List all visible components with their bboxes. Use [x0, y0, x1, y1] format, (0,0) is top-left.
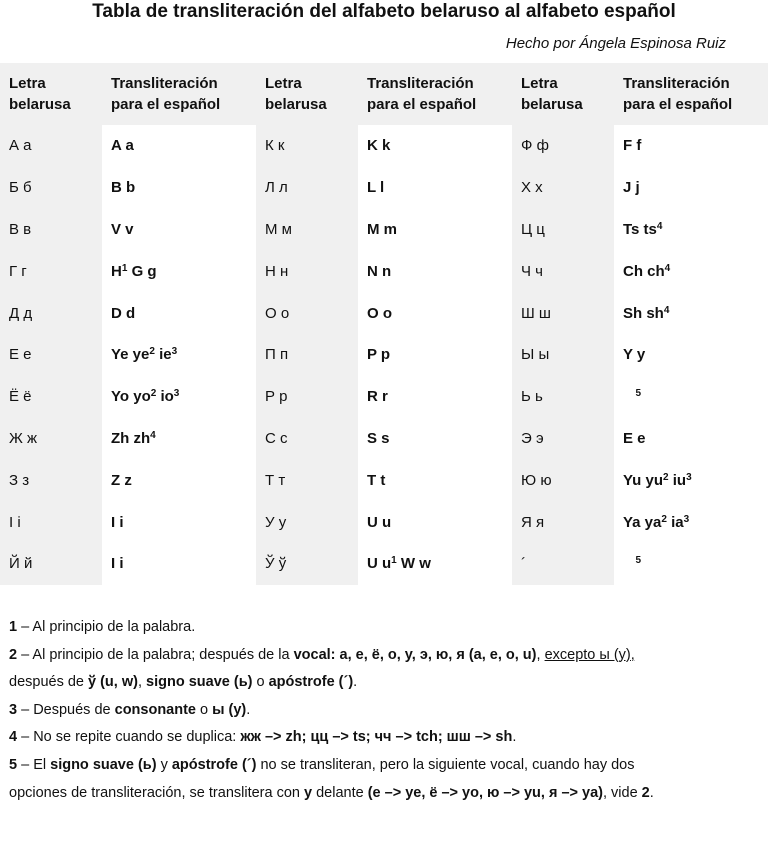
- footnote-line: [9, 752, 749, 780]
- table-row: [0, 209, 768, 251]
- transliteration-text: Sh sh: [623, 304, 664, 322]
- footnote-text: .: [512, 729, 517, 746]
- belarusian-letter: П п: [265, 346, 289, 364]
- belarusian-letter-cell: [512, 250, 614, 292]
- table-row: [0, 459, 768, 501]
- transliteration-cell: [614, 543, 768, 585]
- transliteration-cell: [358, 209, 512, 251]
- belarusian-letter-cell: [0, 250, 102, 292]
- footnote-line: [9, 724, 749, 752]
- belarusian-letter: Ь ь: [521, 388, 543, 406]
- header-label-line: Letra: [521, 75, 558, 92]
- belarusian-letter: Е е: [9, 346, 32, 364]
- author-credit: Hecho por Ángela Espinosa Ruiz: [505, 35, 726, 52]
- transliteration-cell: [102, 376, 256, 418]
- transliteration-cell: [358, 334, 512, 376]
- header-label-line: Transliteración: [111, 75, 218, 92]
- belarusian-letter-cell: [512, 543, 614, 585]
- footnote-reference: 3: [173, 388, 180, 400]
- belarusian-letter-cell: [512, 501, 614, 543]
- footnote-reference: 5: [635, 555, 642, 567]
- footnote-text: – El: [17, 756, 51, 773]
- footnotes: [9, 614, 749, 807]
- transliteration-cell: [358, 418, 512, 460]
- belarusian-letter-cell: [256, 543, 358, 585]
- header-label-line: para el español: [623, 96, 733, 113]
- transliteration-text: M m: [367, 220, 397, 238]
- belarusian-letter-cell: [256, 292, 358, 334]
- footnote-bold-text: 2: [9, 646, 18, 663]
- belarusian-letter: Х х: [521, 179, 543, 197]
- footnote-text: delante: [312, 784, 368, 801]
- belarusian-letter: Ў ў: [265, 555, 287, 573]
- header-transliteration-col-4: [358, 63, 512, 125]
- belarusian-letter: Й й: [9, 555, 33, 573]
- belarusian-letter: З з: [9, 471, 30, 489]
- belarusian-letter: Ё ё: [9, 388, 32, 406]
- table-header: [0, 63, 768, 125]
- footnote-line: [9, 614, 749, 642]
- belarusian-letter: У у: [265, 513, 287, 531]
- transliteration-cell: [358, 501, 512, 543]
- transliteration-cell: [614, 501, 768, 543]
- transliteration-cell: [358, 292, 512, 334]
- footnote-bold-text: жж –> zh; цц –> ts; чч –> tch; шш –> sh: [240, 729, 513, 746]
- footnote-reference: 3: [171, 346, 178, 358]
- belarusian-letter: Ы ы: [521, 346, 550, 364]
- transliteration-text: O o: [367, 304, 392, 322]
- transliteration-text: iu: [668, 471, 687, 489]
- belarusian-letter: Ф ф: [521, 137, 549, 155]
- footnote-line: [9, 669, 749, 697]
- transliteration-text: R r: [367, 388, 388, 406]
- transliteration-cell: [614, 125, 768, 167]
- footnote-underlined-text: excepto ы (y),: [544, 646, 635, 663]
- belarusian-letter: Ю ю: [521, 471, 552, 489]
- table-row: [0, 125, 768, 167]
- footnote-reference: 4: [663, 304, 670, 316]
- transliteration-cell: [614, 459, 768, 501]
- header-label-line: Transliteración: [367, 75, 474, 92]
- belarusian-letter-cell: [0, 418, 102, 460]
- header-label-line: belarusa: [265, 96, 327, 113]
- footnote-text: – Después de: [17, 701, 115, 718]
- belarusian-letter: Ж ж: [9, 429, 38, 447]
- belarusian-letter-cell: [0, 459, 102, 501]
- transliteration-text: U u: [367, 513, 392, 531]
- footnote-reference: 2: [150, 388, 157, 400]
- belarusian-letter: А а: [9, 137, 32, 155]
- belarusian-letter-cell: [0, 376, 102, 418]
- header-label-line: Letra: [9, 75, 46, 92]
- footnote-text: o: [196, 701, 213, 718]
- footnote-reference: 1: [391, 555, 397, 567]
- footnote-bold-text: signo suave (ь): [50, 756, 157, 773]
- belarusian-letter-cell: [512, 167, 614, 209]
- table-row: [0, 167, 768, 209]
- header-label-line: Letra: [265, 75, 302, 92]
- belarusian-letter: О о: [265, 304, 290, 322]
- footnote-line: [9, 780, 749, 808]
- belarusian-letter-cell: [0, 543, 102, 585]
- belarusian-letter: Т т: [265, 471, 286, 489]
- transliteration-text: Yu yu: [623, 471, 664, 489]
- belarusian-letter-cell: [512, 125, 614, 167]
- table-row: [0, 543, 768, 585]
- transliteration-text: io: [156, 388, 174, 406]
- transliteration-cell: [102, 334, 256, 376]
- table-row: [0, 334, 768, 376]
- transliteration-cell: [614, 292, 768, 334]
- belarusian-letter-cell: [512, 292, 614, 334]
- footnote-line: [9, 642, 749, 670]
- belarusian-letter: Г г: [9, 262, 27, 280]
- belarusian-letter: К к: [265, 137, 285, 155]
- transliteration-text: L l: [367, 179, 385, 197]
- transliteration-cell: [614, 250, 768, 292]
- transliteration-text: Ts ts: [623, 220, 657, 238]
- transliteration-cell: [614, 418, 768, 460]
- footnote-reference: 2: [663, 471, 669, 483]
- footnote-text: no se transliteran, pero la siguiente vocal, cuando hay dos: [256, 756, 635, 773]
- footnote-bold-text: consonante: [114, 701, 196, 718]
- transliteration-text: ia: [666, 513, 684, 531]
- header-transliteration-col-6: [614, 63, 768, 125]
- footnote-bold-text: 2: [641, 784, 650, 801]
- transliteration-cell: [358, 250, 512, 292]
- footnote-text: ,: [137, 674, 147, 691]
- transliteration-text: [623, 388, 636, 405]
- transliteration-text: Ye ye: [111, 346, 150, 364]
- table-row: [0, 418, 768, 460]
- footnote-reference: 4: [150, 429, 156, 441]
- transliteration-text: J j: [623, 179, 640, 197]
- footnote-bold-text: 3: [9, 701, 18, 718]
- belarusian-letter-cell: [0, 167, 102, 209]
- footnote-4: [9, 724, 749, 752]
- belarusian-letter-cell: [256, 209, 358, 251]
- transliteration-cell: [102, 125, 256, 167]
- footnote-bold-text: y: [304, 784, 313, 801]
- belarusian-letter-cell: [256, 250, 358, 292]
- footnote-reference: 3: [683, 513, 690, 525]
- transliteration-cell: [358, 543, 512, 585]
- footnote-text: .: [649, 784, 654, 801]
- transliteration-cell: [102, 543, 256, 585]
- footnote-text: y: [156, 756, 172, 773]
- footnote-bold-text: apóstrofe (´): [171, 756, 257, 773]
- transliteration-text: Zh zh: [111, 429, 151, 447]
- footnote-text: después de: [9, 674, 89, 691]
- header-belarusian-letter-col-5: [512, 63, 614, 125]
- header-row: [0, 63, 768, 125]
- footnote-text: , vide: [602, 784, 642, 801]
- belarusian-letter-cell: [256, 334, 358, 376]
- table-body: [0, 125, 768, 585]
- header-transliteration-col-2: [102, 63, 256, 125]
- table-row: [0, 250, 768, 292]
- footnote-bold-text: 4: [9, 729, 18, 746]
- belarusian-letter: М м: [265, 220, 292, 238]
- transliteration-cell: [102, 167, 256, 209]
- belarusian-letter: С с: [265, 429, 288, 447]
- belarusian-letter: Д д: [9, 304, 33, 322]
- header-label-line: belarusa: [9, 96, 71, 113]
- footnote-reference: 2: [661, 513, 667, 525]
- transliteration-table: [0, 63, 768, 585]
- header-label-line: para el español: [111, 96, 221, 113]
- transliteration-text: I i: [111, 513, 124, 531]
- transliteration-cell: [614, 334, 768, 376]
- belarusian-letter: І і: [9, 513, 21, 531]
- belarusian-letter-cell: [512, 334, 614, 376]
- footnote-reference: 1: [121, 262, 128, 274]
- transliteration-text: D d: [111, 304, 136, 322]
- footnote-text: .: [246, 701, 251, 718]
- footnote-reference: 2: [149, 346, 155, 358]
- transliteration-text: T t: [367, 471, 386, 489]
- transliteration-text: ie: [154, 346, 172, 364]
- footnote-bold-text: apóstrofe (´): [268, 674, 354, 691]
- belarusian-letter-cell: [256, 167, 358, 209]
- belarusian-letter-cell: [0, 125, 102, 167]
- transliteration-text: E e: [623, 429, 646, 447]
- transliteration-text: K k: [367, 137, 391, 155]
- header-belarusian-letter-col-3: [256, 63, 358, 125]
- transliteration-cell: [102, 459, 256, 501]
- belarusian-letter-cell: [512, 376, 614, 418]
- header-label-line: Transliteración: [623, 75, 730, 92]
- belarusian-letter-cell: [512, 459, 614, 501]
- transliteration-cell: [102, 501, 256, 543]
- belarusian-letter-cell: [0, 209, 102, 251]
- belarusian-letter-cell: [512, 209, 614, 251]
- transliteration-cell: [358, 167, 512, 209]
- footnote-text: – Al principio de la palabra; después de la: [17, 646, 294, 663]
- belarusian-letter-cell: [256, 376, 358, 418]
- belarusian-letter: Я я: [521, 513, 545, 531]
- belarusian-letter-cell: [0, 501, 102, 543]
- footnote-line: [9, 697, 749, 725]
- transliteration-text: G g: [127, 262, 157, 280]
- transliteration-text: P p: [367, 346, 391, 364]
- transliteration-text: F f: [623, 137, 642, 155]
- belarusian-letter: В в: [9, 220, 32, 238]
- footnote-text: .: [353, 674, 358, 691]
- footnote-text: ,: [536, 646, 545, 663]
- belarusian-letter: Л л: [265, 179, 288, 197]
- belarusian-letter: Ц ц: [521, 220, 545, 238]
- transliteration-text: I i: [111, 555, 124, 573]
- footnote-text: opciones de transliteración, se translitera con: [9, 784, 304, 801]
- transliteration-cell: [614, 167, 768, 209]
- belarusian-letter-cell: [256, 501, 358, 543]
- belarusian-letter: Н н: [265, 262, 289, 280]
- transliteration-text: Ch ch: [623, 262, 665, 280]
- footnote-bold-text: signo suave (ь): [146, 674, 253, 691]
- transliteration-text: S s: [367, 429, 390, 447]
- footnote-bold-text: ы (y): [212, 701, 247, 718]
- transliteration-cell: [102, 250, 256, 292]
- transliteration-text: H: [111, 262, 122, 280]
- table-row: [0, 292, 768, 334]
- transliteration-cell: [358, 459, 512, 501]
- transliteration-text: [623, 555, 636, 572]
- transliteration-text: V v: [111, 220, 134, 238]
- footnote-reference: 5: [635, 388, 642, 400]
- transliteration-cell: [614, 209, 768, 251]
- transliteration-cell: [102, 418, 256, 460]
- footnote-text: – Al principio de la palabra.: [17, 619, 196, 635]
- header-label-line: belarusa: [521, 96, 583, 113]
- transliteration-text: N n: [367, 262, 392, 280]
- transliteration-text: U u: [367, 555, 392, 573]
- footnote-5: [9, 752, 749, 807]
- document-title: Tabla de transliteración del alfabeto belaruso al alfabeto español: [92, 1, 676, 22]
- transliteration-text: A a: [111, 137, 134, 155]
- table-row: [0, 501, 768, 543]
- transliteration-cell: [102, 292, 256, 334]
- footnote-bold-text: vocal: а, е, ё, о, у, э, ю, я (a, e, o, u): [293, 646, 537, 663]
- header-label-line: para el español: [367, 96, 477, 113]
- transliteration-cell: [358, 376, 512, 418]
- footnote-text: o: [252, 674, 269, 691]
- footnote-bold-text: 1: [9, 619, 18, 635]
- transliteration-text: Yo yo: [111, 388, 151, 406]
- transliteration-cell: [102, 209, 256, 251]
- belarusian-letter: Ч ч: [521, 262, 543, 280]
- belarusian-letter-cell: [256, 125, 358, 167]
- belarusian-letter: Б б: [9, 179, 32, 197]
- footnote-bold-text: (е –> ye, ё –> yo, ю –> yu, я –> ya): [367, 784, 603, 801]
- belarusian-letter: Э э: [521, 429, 544, 447]
- footnote-bold-text: 5: [9, 756, 18, 773]
- belarusian-letter: Р р: [265, 388, 288, 406]
- footnote-2: [9, 642, 749, 697]
- belarusian-letter-cell: [0, 292, 102, 334]
- footnote-reference: 3: [686, 471, 692, 483]
- belarusian-letter-cell: [0, 334, 102, 376]
- footnote-reference: 4: [656, 220, 663, 232]
- transliteration-cell: [614, 376, 768, 418]
- transliteration-cell: [358, 125, 512, 167]
- belarusian-letter-cell: [256, 459, 358, 501]
- transliteration-text: Ya ya: [623, 513, 662, 531]
- transliteration-text: Z z: [111, 471, 132, 489]
- belarusian-letter-cell: [256, 418, 358, 460]
- transliteration-text: Y y: [623, 346, 646, 364]
- table-row: [0, 376, 768, 418]
- footnote-1: [9, 614, 749, 642]
- footnote-reference: 4: [664, 262, 671, 274]
- footnote-bold-text: ў (u, w): [88, 674, 138, 691]
- belarusian-letter: ´: [521, 555, 526, 573]
- belarusian-letter: Ш ш: [521, 304, 551, 322]
- transliteration-text: B b: [111, 179, 136, 197]
- footnote-text: – No se repite cuando se duplica:: [17, 729, 241, 746]
- footnote-3: [9, 697, 749, 725]
- belarusian-letter-cell: [512, 418, 614, 460]
- transliteration-text: W w: [396, 555, 431, 573]
- header-belarusian-letter-col-1: [0, 63, 102, 125]
